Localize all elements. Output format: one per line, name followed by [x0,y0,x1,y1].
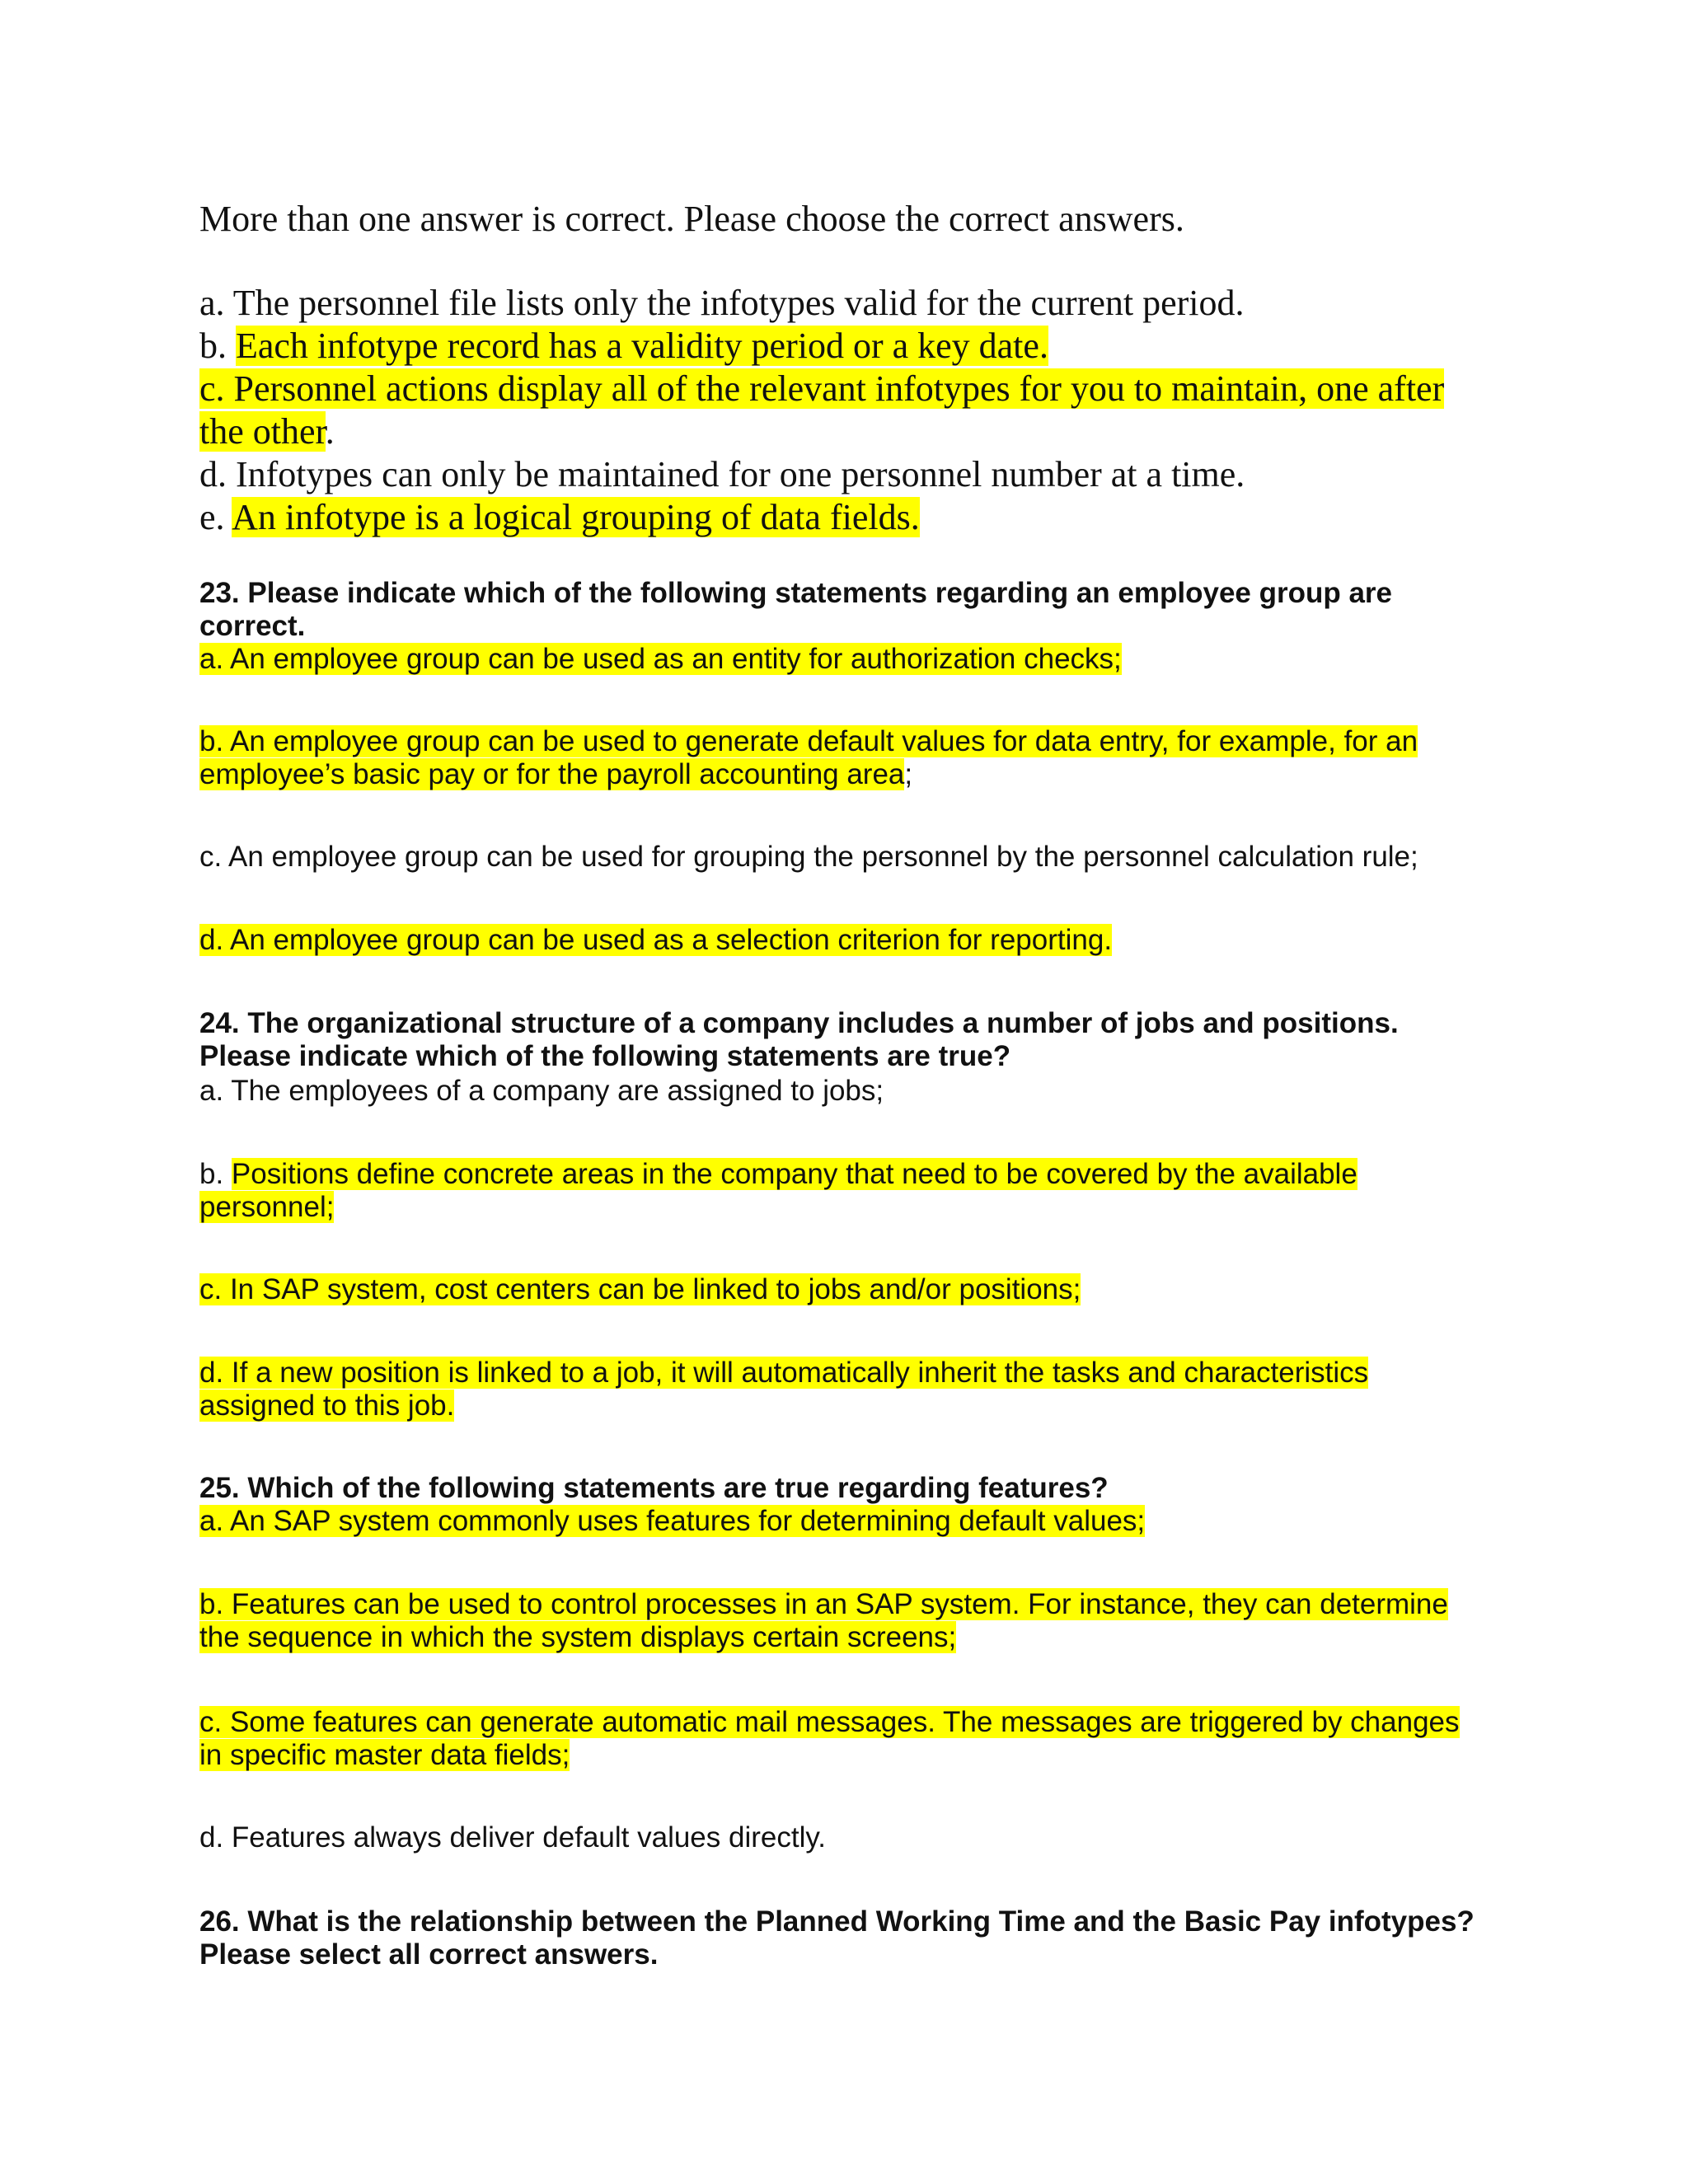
highlighted-answer: b. An employee group can be used to generate default values for data entry, for example, for an [199,725,1418,757]
q24-option-b: b. Positions define concrete areas in the company that need to be covered by the available personnel; [199,1158,1357,1223]
q23-option-d [199,924,1510,957]
q24-question: 24. The organizational structure of a company includes a number of jobs and positions. Please indicate which of the following statements are true? [199,1007,1399,1072]
q25-option-b [199,1588,1510,1654]
highlighted-answer: Each infotype record has a validity period or a key date. [236,326,1048,366]
highlighted-answer: in specific master data fields; [199,1739,570,1771]
intro-option-b: b. Each infotype record has a validity period or a key date. [199,326,1048,366]
highlighted-answer: a. An SAP system commonly uses features for determining default values; [199,1505,1146,1537]
highlighted-answer: An infotype is a logical grouping of data fields. [232,497,920,537]
highlighted-answer: the sequence in which the system displays certain screens; [199,1621,957,1653]
q23-option-a [199,643,1510,676]
highlighted-answer: personnel; [199,1191,335,1223]
intro-option-e: e. An infotype is a logical grouping of data fields. [199,497,920,537]
highlighted-answer: c. In SAP system, cost centers can be linked to jobs and/or positions; [199,1273,1081,1305]
q24-option-a: a. The employees of a company are assigned to jobs; [199,1075,884,1107]
highlighted-answer: d. An employee group can be used as a selection criterion for reporting. [199,924,1113,956]
q25-option-d: d. Features always deliver default values directly. [199,1821,826,1854]
highlighted-answer: c. Some features can generate automatic mail messages. The messages are triggered by changes [199,1706,1460,1738]
q24-option-c [199,1273,1510,1306]
q24-option-d [199,1357,1510,1422]
highlighted-answer: Positions define concrete areas in the company that need to be covered by the available [231,1158,1357,1190]
q23-option-b: b. An employee group can be used to generate default values for data entry, for example, for an employee’s basic pay or for the payroll accounting area; [199,725,1418,790]
q25-option-a [199,1505,1510,1538]
highlighted-answer: a. An employee group can be used as an entity for authorization checks; [199,643,1122,675]
intro-option-d: d. Infotypes can only be maintained for one personnel number at a time. [199,454,1245,494]
q26-question: 26. What is the relationship between the Planned Working Time and the Basic Pay infotypes? Please select all correct answers. [199,1905,1475,1971]
highlighted-answer: b. Features can be used to control processes in an SAP system. For instance, they can determine [199,1588,1448,1620]
intro-prompt: More than one answer is correct. Please choose the correct answers. [199,199,1184,239]
q23-option-c: c. An employee group can be used for grouping the personnel by the personnel calculation rule; [199,841,1418,873]
q25-option-c [199,1706,1510,1772]
intro-option-a: a. The personnel file lists only the infotypes valid for the current period. [199,283,1245,323]
intro-option-c: c. Personnel actions display all of the relevant infotypes for you to maintain, one after the other. [199,368,1445,452]
q23-question: 23. Please indicate which of the following statements regarding an employee group are correct. [199,577,1393,642]
highlighted-answer: c. Personnel actions display all of the relevant infotypes for you to maintain, one after [199,368,1445,409]
q25-question: 25. Which of the following statements are true regarding features? [199,1472,1109,1504]
highlighted-answer: employee’s basic pay or for the payroll accounting area [199,758,905,790]
highlighted-answer: the other [199,411,326,452]
highlighted-answer: d. If a new position is linked to a job, it will automatically inherit the tasks and characteristics [199,1357,1369,1389]
highlighted-answer: assigned to this job. [199,1390,455,1422]
